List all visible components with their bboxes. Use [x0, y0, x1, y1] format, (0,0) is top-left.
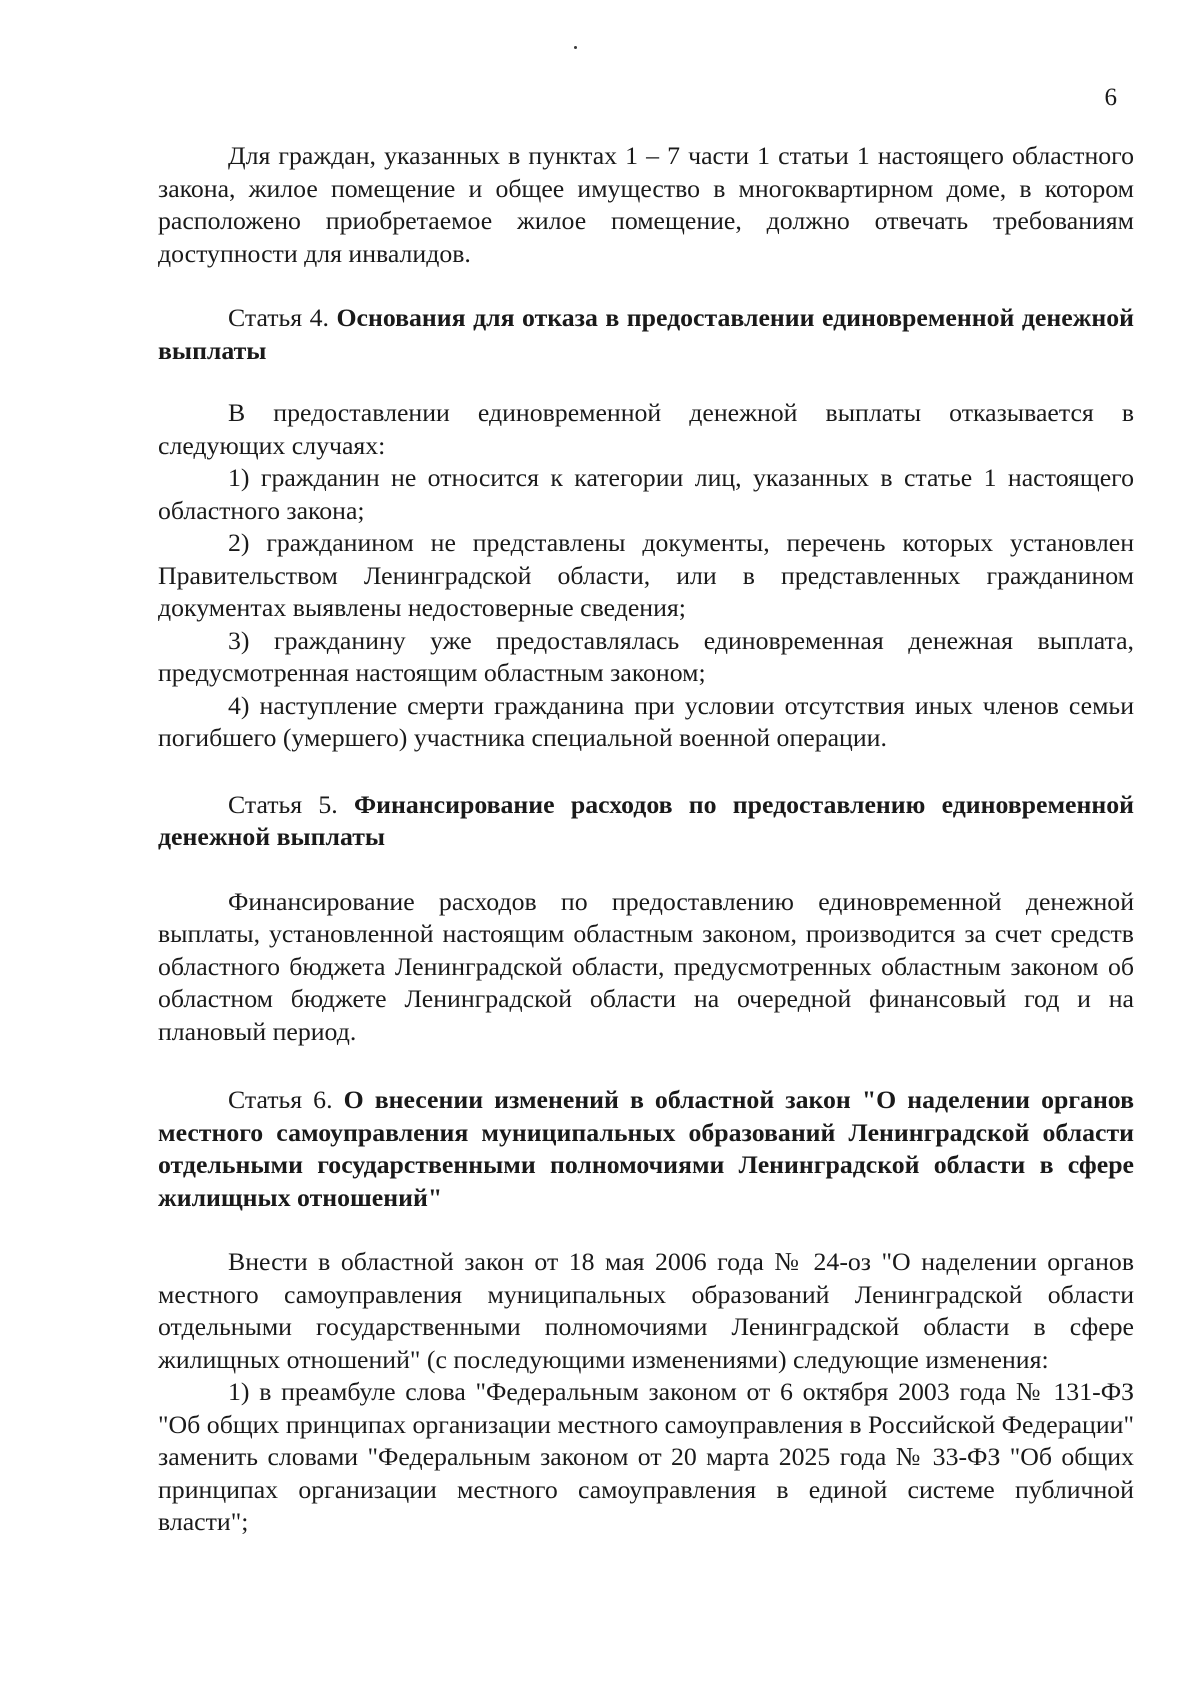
- article-5-heading: [158, 789, 1134, 854]
- page-number: 6: [1104, 84, 1117, 111]
- scan-speck: [574, 46, 577, 49]
- document-body: [158, 140, 1134, 1539]
- article-5-label: Статья 5.: [228, 789, 338, 819]
- list-item-refusal-2: 2) гражданином не представлены документы, перечень которых установлен Правительством Ленинградской области, или в представленных гражданином документах выявлены недостоверные сведения;: [158, 528, 1134, 622]
- article-6-heading: [158, 1084, 1134, 1214]
- list-item-refusal-3: 3) гражданину уже предоставлялась единовременная денежная выплата, предусмотренная настоящим областным законом;: [158, 625, 1134, 687]
- paragraph-refusal-intro: В предоставлении единовременной денежной выплаты отказывается в следующих случаях:: [158, 398, 1134, 460]
- article-6-label: Статья 6.: [228, 1085, 333, 1114]
- paragraph-amendments-intro: Внести в областной закон от 18 мая 2006 года № 24-оз "О наделении органов местного самоуправления муниципальных образований Ленинградской области отдельными государственными полномочиями Ленинградской области в сфере жилищных отношений" (с последующими изменениями) следующие изменения:: [158, 1247, 1134, 1374]
- article-4-heading: [158, 302, 1134, 367]
- paragraph-accessibility-requirement: Для граждан, указанных в пунктах 1 – 7 части 1 статьи 1 настоящего областного закона, жилое помещение и общее имущество в многоквартирном доме, в котором расположено приобретаемое жилое помещение, должно отвечать требованиям доступности для инвалидов.: [158, 141, 1134, 268]
- article-4-label: Статья 4.: [228, 303, 329, 332]
- article-5-title: Финансирование расходов по предоставлению единовременной денежной выплаты: [158, 789, 1134, 851]
- article-4-title: Основания для отказа в предоставлении единовременной денежной выплаты: [158, 303, 1134, 365]
- list-item-refusal-1: 1) гражданин не относится к категории лиц, указанных в статье 1 настоящего областного закона;: [158, 463, 1134, 525]
- paragraph-financing: Финансирование расходов по предоставлению единовременной денежной выплаты, установленной настоящим областным законом, производится за счет средств областного бюджета Ленинградской области, предусмотренных областным законом об областном бюджете Ленинградской области на очередной финансовый год и на плановый период.: [158, 886, 1134, 1046]
- article-6-title: О внесении изменений в областной закон "О наделении органов местного самоуправления муниципальных образований Ленинградской области отдельными государственными полномочиями Ленинградской области в сфере жилищных отношений": [158, 1085, 1134, 1212]
- list-item-refusal-4: 4) наступление смерти гражданина при условии отсутствия иных членов семьи погибшего (умершего) участника специальной военной операции.: [158, 690, 1134, 752]
- list-item-amendment-1: 1) в преамбуле слова "Федеральным законом от 6 октября 2003 года № 131-ФЗ "Об общих принципах организации местного самоуправления в Российской Федерации" заменить словами "Федеральным законом от 20 марта 2025 года № 33-ФЗ "Об общих принципах организации местного самоуправления в единой системе публичной власти";: [158, 1377, 1134, 1536]
